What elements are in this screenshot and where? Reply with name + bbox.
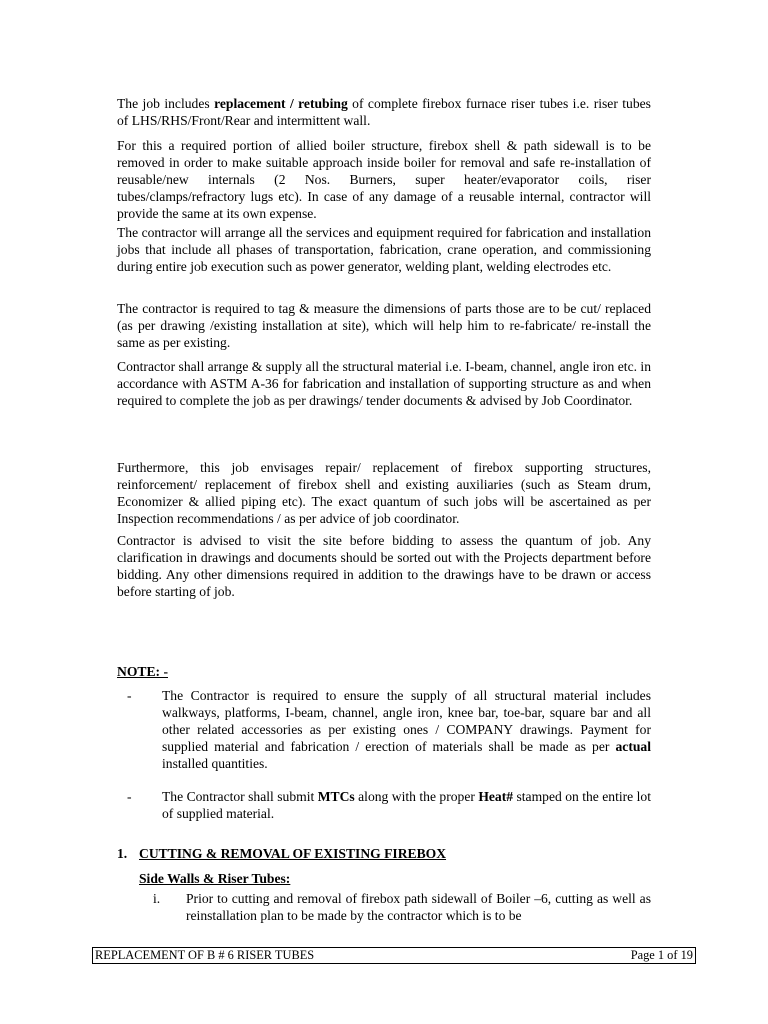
section-number: 1. bbox=[117, 846, 128, 861]
note-item-mtcs-text-3: stamped on the entire lot of supplied material. bbox=[162, 789, 651, 821]
paragraph-furthermore: Furthermore, this job envisages repair/ replacement of firebox supporting structures, reinforcement/ replacement of firebox shell and existing auxiliaries (such as Steam drum, Economizer & allied piping etc). The exact quantum of such jobs will be ascertained as per Inspection recommendations / as per advice of job coordinator. bbox=[117, 460, 651, 526]
note-item-mtcs-text bbox=[162, 788, 651, 822]
note-item-mtcs-text-2: along with the proper bbox=[354, 789, 479, 804]
paragraph-approach: For this a required portion of allied boiler structure, firebox shell & path sidewall is to be removed in order to make suitable approach inside boiler for removal and safe re-installation of reusable/new internals (2 Nos. Burners, super heater/evaporator coils, riser tubes/clamps/refractory lugs etc). In case of any damage of a reusable internal, contractor will provide the same at its own expense. bbox=[117, 138, 651, 221]
note-item-mtcs-text-1: The Contractor shall submit bbox=[162, 789, 318, 804]
paragraph-structural-material: Contractor shall arrange & supply all the structural material i.e. I-beam, channel, angle iron etc. in accordance with ASTM A-36 for fabrication and installation of supporting structure as and when required to complete the job as per drawings/ tender documents & advised by Job Coordinator. bbox=[117, 359, 651, 408]
subsection-heading: Side Walls & Riser Tubes: bbox=[139, 871, 291, 886]
list-item-cutting-plan-text: Prior to cutting and removal of firebox path sidewall of Boiler –6, cutting as well as reinstallation plan to be made by the contractor which is to be bbox=[186, 891, 651, 923]
footer-document-title: REPLACEMENT OF B # 6 RISER TUBES bbox=[95, 948, 315, 962]
paragraph-scope-text-2: of complete firebox furnace riser tubes i.e. riser tubes of LHS/RHS/Front/Rear and intermittent wall. bbox=[117, 96, 651, 128]
paragraph-site-visit: Contractor is advised to visit the site before bidding to assess the quantum of job. Any clarification in drawings and documents should be sorted out with the Projects department before bidding. Any other dimensions required in addition to the drawings have to be drawn or access before starting of job. bbox=[117, 533, 651, 599]
note-item-supply-text-2: installed quantities. bbox=[162, 756, 268, 771]
section-heading bbox=[117, 846, 446, 862]
footer-page-number: Page 1 of 19 bbox=[630, 948, 693, 962]
note-item-supply bbox=[117, 687, 651, 771]
paragraph-tagging: The contractor is required to tag & measure the dimensions of parts those are to be cut/ replaced (as per drawing /existing installation at site), which will help him to re-fabricate/ re-install the same as per existing. bbox=[117, 301, 651, 350]
note-bullet: - bbox=[127, 688, 132, 703]
note-item-mtcs-bold-2: Heat# bbox=[478, 789, 514, 804]
note-bullet: - bbox=[127, 789, 132, 804]
note-item-mtcs-bold-1: MTCs bbox=[317, 789, 355, 804]
paragraph-services: The contractor will arrange all the services and equipment required for fabrication and installation jobs that include all phases of transportation, fabrication, crane operation, and commissioning during entire job execution such as power generator, welding plant, welding electrodes etc. bbox=[117, 225, 651, 274]
list-marker: i. bbox=[153, 891, 161, 906]
paragraph-scope bbox=[117, 95, 651, 129]
page-footer bbox=[92, 947, 696, 964]
note-heading: NOTE: - bbox=[117, 664, 168, 679]
paragraph-scope-bold: replacement / retubing bbox=[214, 96, 348, 111]
note-item-supply-bold: actual bbox=[615, 739, 651, 754]
note-item-mtcs bbox=[117, 788, 651, 822]
paragraph-scope-text-1: The job includes bbox=[117, 96, 215, 111]
note-item-supply-text-1: The Contractor is required to ensure the supply of all structural material includes walkways, platforms, I-beam, channel, angle iron, knee bar, toe-bar, square bar and all other related accessories as per existing ones / COMPANY drawings. Payment for supplied material and fabrication / erection of materials shall be made as per bbox=[162, 688, 651, 754]
section-title: CUTTING & REMOVAL OF EXISTING FIREBOX bbox=[139, 846, 447, 861]
list-item-cutting-plan bbox=[139, 890, 651, 924]
note-item-supply-text bbox=[162, 687, 651, 772]
